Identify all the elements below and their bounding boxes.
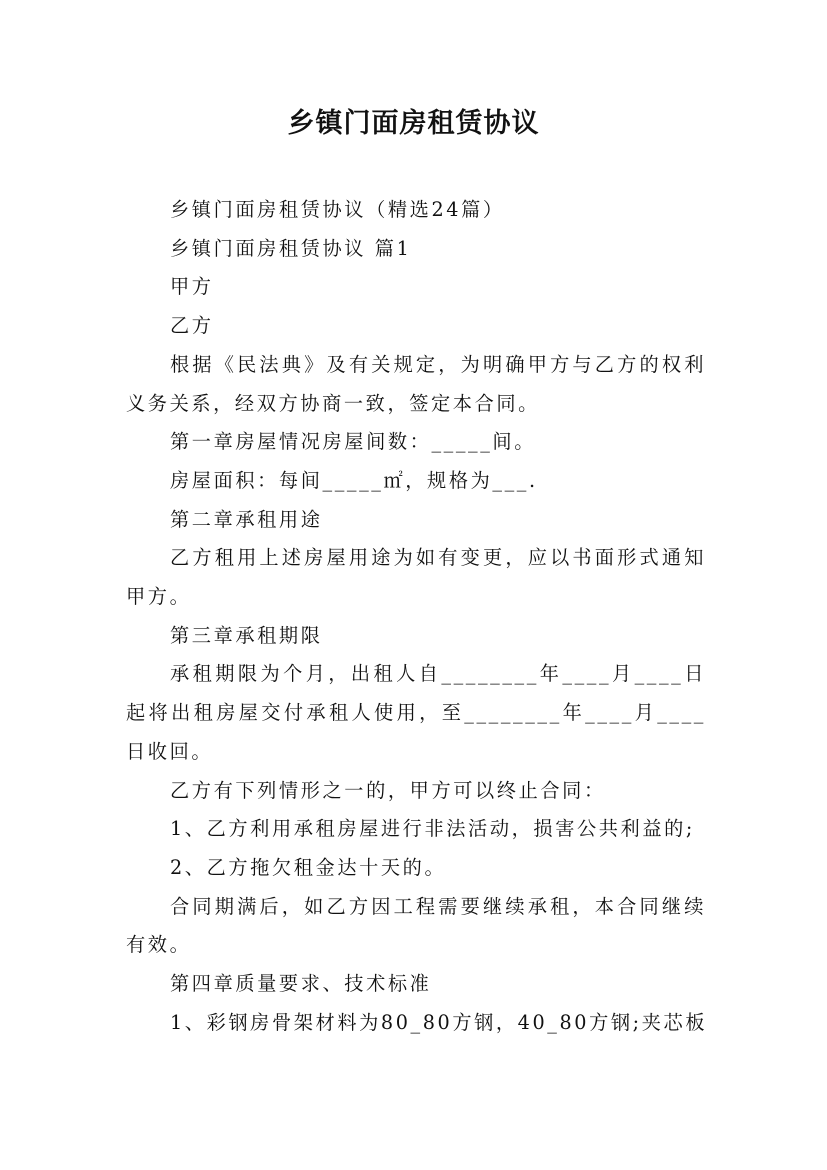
paragraph-usage: 乙方租用上述房屋用途为如有变更，应以书面形式通知甲方。 xyxy=(126,546,706,609)
paragraph-party-b: 乙方 xyxy=(170,314,214,338)
paragraph-term: 承租期限为个月，出租人自________年____月____日起将出租房屋交付承租人使用，至________年____月____日收回。 xyxy=(126,662,706,763)
paragraph-section-heading: 乡镇门面房租赁协议 篇1 xyxy=(170,236,412,260)
paragraph-preamble: 根据《民法典》及有关规定，为明确甲方与乙方的权利义务关系，经双方协商一致，签定本合同。 xyxy=(126,352,706,415)
document-title: 乡镇门面房租赁协议 xyxy=(287,108,540,139)
paragraph-materials: 1、彩钢房骨架材料为80_80方钢，40_80方钢;夹芯板 xyxy=(170,1010,708,1034)
document-body xyxy=(126,191,706,1042)
paragraph-renewal: 合同期满后，如乙方因工程需要继续承租，本合同继续有效。 xyxy=(126,894,706,957)
paragraph-subtitle: 乡镇门面房租赁协议（精选24篇） xyxy=(170,198,505,221)
paragraph-chapter-3: 第三章承租期限 xyxy=(170,623,323,647)
paragraph-area: 房屋面积：每间_____㎡，规格为___. xyxy=(170,468,538,492)
paragraph-termination: 乙方有下列情形之一的，甲方可以终止合同： xyxy=(170,778,606,802)
paragraph-chapter-2: 第二章承租用途 xyxy=(170,507,323,531)
paragraph-clause-2: 2、乙方拖欠租金达十天的。 xyxy=(170,855,447,879)
paragraph-party-a: 甲方 xyxy=(170,275,214,299)
paragraph-chapter-4: 第四章质量要求、技术标准 xyxy=(170,972,432,996)
paragraph-chapter-1: 第一章房屋情况房屋间数：_____间。 xyxy=(170,430,536,454)
paragraph-clause-1: 1、乙方利用承租房屋进行非法活动，损害公共利益的; xyxy=(170,817,695,841)
